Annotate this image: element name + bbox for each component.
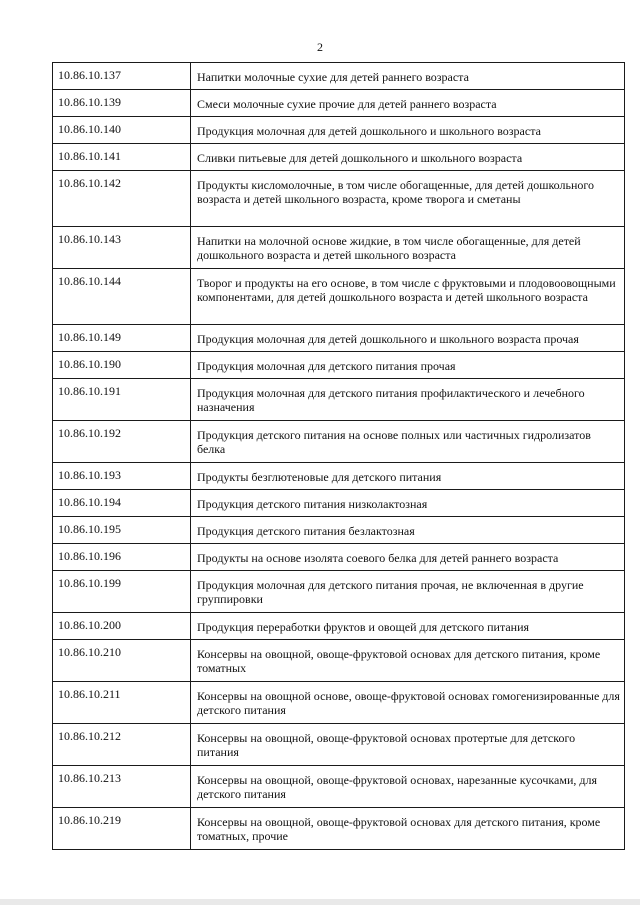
table-row (53, 227, 625, 269)
table-row (53, 517, 625, 544)
product-code: 10.86.10.142 (53, 171, 191, 227)
product-description: Продукция детского питания на основе полных или частичных гидролизатов белка (191, 421, 625, 463)
product-code: 10.86.10.141 (53, 144, 191, 171)
table-row (53, 144, 625, 171)
product-code: 10.86.10.219 (53, 808, 191, 850)
table-row (53, 63, 625, 90)
table-row (53, 490, 625, 517)
product-description: Напитки молочные сухие для детей раннего возраста (191, 63, 625, 90)
product-code: 10.86.10.194 (53, 490, 191, 517)
product-code: 10.86.10.192 (53, 421, 191, 463)
product-description: Продукция молочная для детского питания прочая (191, 352, 625, 379)
product-code: 10.86.10.213 (53, 766, 191, 808)
product-code: 10.86.10.199 (53, 571, 191, 613)
table-row (53, 352, 625, 379)
product-code: 10.86.10.144 (53, 269, 191, 325)
page-bottom-edge (0, 899, 640, 905)
product-code: 10.86.10.143 (53, 227, 191, 269)
product-code: 10.86.10.191 (53, 379, 191, 421)
okpd-code-table (52, 62, 625, 850)
page-number: 2 (317, 40, 323, 54)
product-description: Продукция детского питания низколактозная (191, 490, 625, 517)
table-row (53, 421, 625, 463)
product-code: 10.86.10.212 (53, 724, 191, 766)
table-row (53, 171, 625, 227)
product-code: 10.86.10.190 (53, 352, 191, 379)
product-code: 10.86.10.210 (53, 640, 191, 682)
product-description: Продукция переработки фруктов и овощей для детского питания (191, 613, 625, 640)
product-description: Продукция детского питания безлактозная (191, 517, 625, 544)
product-description: Консервы на овощной, овоще-фруктовой основах для детского питания, кроме томатных (191, 640, 625, 682)
product-description: Смеси молочные сухие прочие для детей раннего возраста (191, 90, 625, 117)
product-code: 10.86.10.193 (53, 463, 191, 490)
table-row (53, 544, 625, 571)
product-description: Продукция молочная для детей дошкольного и школьного возраста прочая (191, 325, 625, 352)
table-row (53, 325, 625, 352)
table-row (53, 117, 625, 144)
table-row (53, 571, 625, 613)
product-description: Сливки питьевые для детей дошкольного и школьного возраста (191, 144, 625, 171)
product-description: Консервы на овощной, овоще-фруктовой основах протертые для детского питания (191, 724, 625, 766)
product-description: Продукты кисломолочные, в том числе обогащенные, для детей дошкольного возраста и детей школьного возраста, кроме творога и сметаны (191, 171, 625, 227)
table-row (53, 463, 625, 490)
product-code: 10.86.10.137 (53, 63, 191, 90)
table-row (53, 640, 625, 682)
product-description: Продукты на основе изолята соевого белка для детей раннего возраста (191, 544, 625, 571)
product-description: Продукты безглютеновые для детского питания (191, 463, 625, 490)
table-row (53, 269, 625, 325)
product-code: 10.86.10.139 (53, 90, 191, 117)
table-row (53, 682, 625, 724)
product-description: Творог и продукты на его основе, в том числе с фруктовыми и плодовоовощными компонентами, для детей дошкольного возраста и детей школьного возраста (191, 269, 625, 325)
table-row (53, 90, 625, 117)
table-row (53, 724, 625, 766)
product-code: 10.86.10.196 (53, 544, 191, 571)
product-description: Консервы на овощной, овоще-фруктовой основах для детского питания, кроме томатных, прочие (191, 808, 625, 850)
product-description: Продукция молочная для детского питания прочая, не включенная в другие группировки (191, 571, 625, 613)
product-description: Продукция молочная для детского питания профилактического и лечебного назначения (191, 379, 625, 421)
product-code: 10.86.10.140 (53, 117, 191, 144)
product-description: Консервы на овощной, овоще-фруктовой основах, нарезанные кусочками, для детского питания (191, 766, 625, 808)
product-code: 10.86.10.149 (53, 325, 191, 352)
product-code: 10.86.10.211 (53, 682, 191, 724)
product-description: Продукция молочная для детей дошкольного и школьного возраста (191, 117, 625, 144)
product-description: Консервы на овощной основе, овоще-фруктовой основах гомогенизированные для детского питания (191, 682, 625, 724)
table-row (53, 808, 625, 850)
product-code: 10.86.10.200 (53, 613, 191, 640)
product-description: Напитки на молочной основе жидкие, в том числе обогащенные, для детей дошкольного возраста и детей школьного возраста (191, 227, 625, 269)
table-row (53, 613, 625, 640)
table-row (53, 379, 625, 421)
table-row (53, 766, 625, 808)
product-code: 10.86.10.195 (53, 517, 191, 544)
